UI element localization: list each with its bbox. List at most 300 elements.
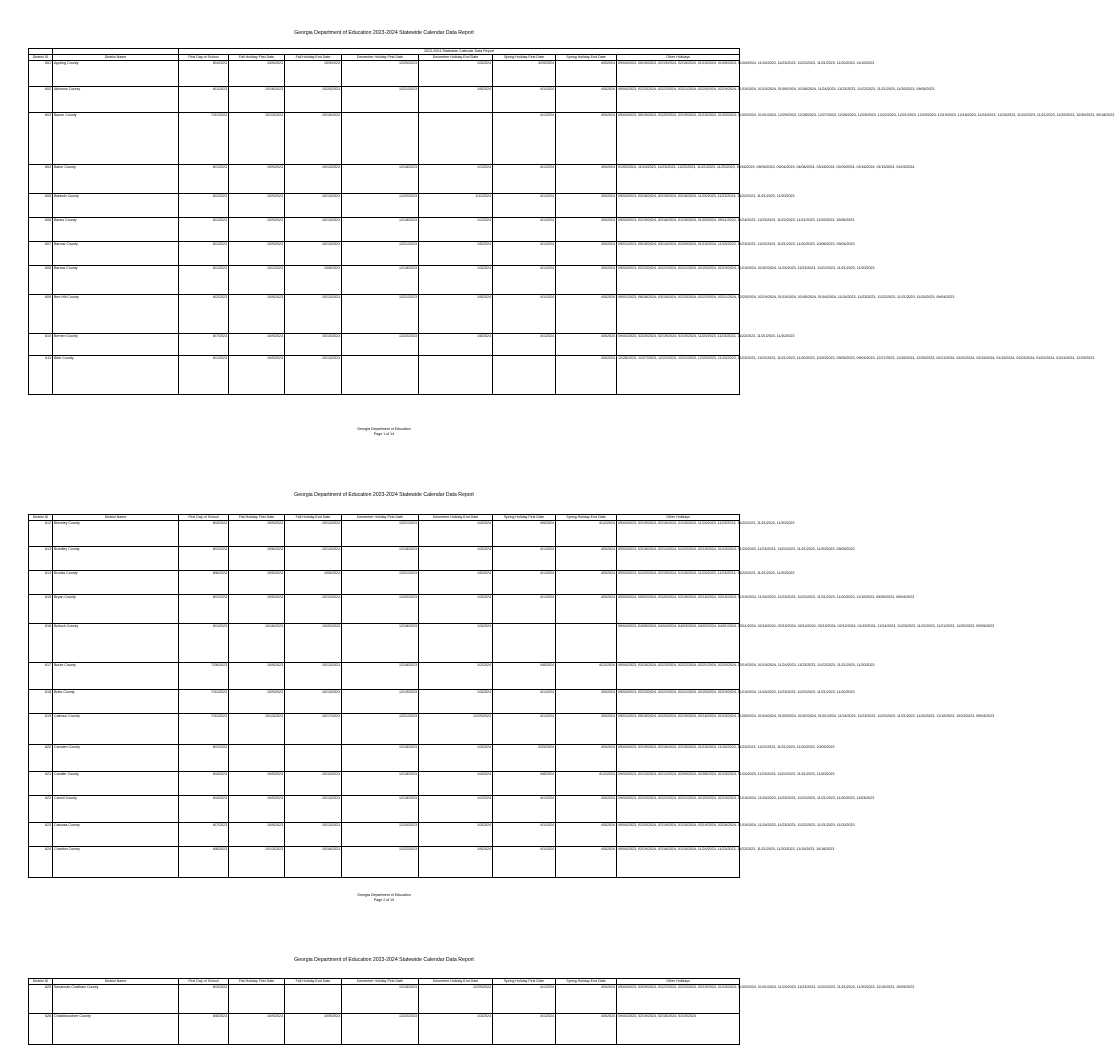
first-day-cell: 8/1/2023 [179,165,229,194]
december-first-cell: 12/22/2023 [342,847,419,878]
table-row [29,61,740,87]
district-name-cell: Berrien County [53,334,179,356]
other-holidays-cell: 09/04/2023, 02/23/2024, 02/22/2024, 02/21/2024, 02/20/2024, 02/19/2024, 01/15/2024, 11/24/2023, 11/23/2023, 11/22/2023, 11/21/2023, 11/20/2023, 11/03/2023 [617,796,740,823]
fall-end-cell: 10/13/2023 [285,165,342,194]
calendar-table-page-3 [28,978,915,1045]
district-name-cell: Brantley County [53,547,179,571]
column-header: December Holiday First Date [342,55,419,61]
spring-end-cell: 4/5/2024 [556,165,617,194]
district-id-cell: 616 [29,624,53,663]
spring-end-cell: 4/5/2024 [556,985,617,1014]
district-name-cell: Bryan County [53,595,179,624]
other-holidays-cell: 05/03/2024, 05/02/2024, 02/20/2024, 02/19/2024, 02/16/2024, 02/15/2024, 01/15/2024, 11/24/2023, 11/23/2023, 11/22/2023, 11/21/2023, 11/20/2023, 11/10/2023, 09/05/2023, 09/04/2023 [617,595,740,624]
fall-end-cell: 10/13/2023 [285,690,342,714]
first-day-cell: 8/3/2023 [179,985,229,1014]
table-row [29,745,740,772]
district-id-cell: 606 [29,218,53,242]
district-name-cell: Bibb County [53,356,179,395]
december-first-cell: 12/20/2023 [342,194,419,218]
december-end-cell: 1/3/2024 [419,745,493,772]
spring-end-cell: 4/5/2024 [556,796,617,823]
other-holidays-cell: 09/04/2023, 02/20/2024, 02/19/2024, 01/15/2024, 11/24/2023, 11/23/2023, 11/22/2023, 11/21/2023, 11/20/2023 [617,571,740,595]
fall-first-cell: 10/9/2023 [229,521,285,547]
column-header: District ID [29,979,53,985]
spring-first-cell: 4/1/2024 [493,334,556,356]
other-holidays-cell: 09/04/2023, 02/19/2024, 02/16/2024, 02/15/2024, 01/15/2024, 11/24/2023, 11/23/2023, 11/22/2023, 11/21/2023, 11/20/2023, 10/09/2023 [617,745,740,772]
footer-org: Georgia Department of Education [357,893,411,897]
district-name-cell: Brooks County [53,571,179,595]
first-day-cell: 7/31/2023 [179,690,229,714]
spring-first-cell: 4/1/2024 [493,1014,556,1045]
table-row [29,218,740,242]
table-row [29,521,740,547]
other-holidays-cell: 09/04/2023, 03/15/2024, 02/23/2024, 02/22/2024, 02/21/2024, 02/20/2024, 02/19/2024, 01/15/2024, 11/24/2023, 11/23/2023, 11/22/2023, 11/21/2023, 11/20/2023 [617,663,740,690]
fall-end-cell: 10/16/2023 [285,847,342,878]
district-id-cell: 623 [29,823,53,847]
december-end-cell: 1/3/2024 [419,266,493,295]
table-row [29,356,740,395]
spring-first-cell: 4/1/2024 [493,547,556,571]
spring-end-cell: 4/5/2024 [556,266,617,295]
district-id-cell: 604 [29,165,53,194]
table-row [29,847,740,878]
december-end-cell: 1/11/2024 [419,194,493,218]
district-id-cell: 603 [29,113,53,165]
district-name-cell: Baker County [53,165,179,194]
december-end-cell: 1/9/2024 [419,847,493,878]
fall-first-cell: 10/9/2023 [229,61,285,87]
table-row [29,1014,740,1045]
district-name-cell: Chattahoochee County [53,1014,179,1045]
other-holidays-cell: 09/04/2023, 05/15/2024, 02/20/2024, 02/19/2024, 01/15/2024, 01/03/2024, 01/02/2024, 01/01/2024, 12/29/2023, 12/28/2023, 12/27/2023, 12/26/2023, 12/25/2023, 12/22/2023, 12/21/2023, 12/20/2023, 12/19/2023, 12/18/2023, 11/24/2023, 11/23/2023, 11/22/2023, 11/21/2023, 11/20/2023, 10/30/2023, 09/18/2023 [617,113,740,165]
district-id-cell: 620 [29,745,53,772]
first-day-cell: 7/31/2023 [179,714,229,745]
fall-end-cell [285,745,342,772]
table-row [29,714,740,745]
calendar-table-page-1 [28,48,1114,395]
spring-first-cell: 4/1/2024 [493,571,556,595]
spring-first-cell: 4/1/2024 [493,194,556,218]
table-row [29,165,740,194]
december-first-cell: 12/21/2023 [342,242,419,266]
column-header: District Name [53,515,179,521]
december-first-cell: 12/21/2023 [342,571,419,595]
district-name-cell: Candler County [53,772,179,796]
spring-end-cell: 4/5/2024 [556,356,617,395]
december-end-cell: 1/5/2024 [419,295,493,334]
spring-end-cell: 4/5/2024 [556,714,617,745]
page-footer-2 [0,893,768,902]
fall-end-cell: 10/10/2023 [285,334,342,356]
column-header: District Name [53,55,179,61]
first-day-cell: 8/4/2023 [179,796,229,823]
december-end-cell: 1/8/2024 [419,334,493,356]
december-end-cell: 1/3/2024 [419,547,493,571]
other-holidays-cell: 09/01/2023, 05/15/2024, 03/14/2024, 02/09/2024, 01/15/2024, 11/24/2023, 11/23/2023, 11/22/2023, 11/21/2023, 11/20/2023, 10/06/2023, 09/04/2023 [617,242,740,266]
first-day-cell: 8/8/2023 [179,1014,229,1045]
fall-first-cell: 10/9/2023 [229,334,285,356]
district-name-cell: Catoosa County [53,823,179,847]
table-banner: 2023-2024 Statewide Calendar Data Report [179,49,740,55]
december-end-cell: 1/3/2024 [419,1014,493,1045]
district-name-cell: Barrow County [53,242,179,266]
other-holidays-cell: 09/04/2023, 02/19/2024, 02/16/2024, 01/15/2024, 01/03/2024, 09/11/2024, 11/24/2023, 11/23/2023, 11/22/2023, 11/21/2023, 11/20/2023, 10/06/2023 [617,218,740,242]
other-holidays-cell: 09/04/2023, 03/18/2024, 02/12/2024, 02/20/2024, 02/19/2024, 01/15/2024, 11/24/2023, 11/23/2023, 11/22/2023, 11/21/2023, 11/20/2023, 09/05/2023 [617,547,740,571]
fall-end-cell: 10/13/2023 [285,356,342,395]
other-holidays-cell: 09/04/2023, 02/23/2024, 02/22/2024, 02/21/2024, 02/20/2024, 02/19/2024, 01/15/2024, 01/02/2024, 11/24/2023, 11/23/2023, 11/22/2023, 11/21/2023, 11/20/2023 [617,266,740,295]
december-end-cell: 12/29/2023 [419,714,493,745]
table-row [29,772,740,796]
spring-end-cell: 4/12/2024 [556,772,617,796]
spring-first-cell: 4/1/2024 [493,847,556,878]
district-name-cell: Bartow County [53,266,179,295]
december-end-cell: 1/2/2024 [419,218,493,242]
column-header: First Day of School [179,515,229,521]
fall-end-cell: 10/6/2023 [285,571,342,595]
december-first-cell [342,356,419,395]
spring-end-cell: 4/12/2024 [556,521,617,547]
column-header: Other Holidays [617,55,740,61]
spring-first-cell: 4/1/2024 [493,985,556,1014]
fall-end-cell: 10/10/2023 [285,595,342,624]
december-end-cell: 1/1/2024 [419,165,493,194]
fall-first-cell: 10/5/2023 [229,571,285,595]
other-holidays-cell: 09/04/2023, 02/23/2024, 02/22/2024, 02/21/2024, 02/20/2024, 02/19/2024, 01/15/2024, 11/24/2023, 11/23/2023, 11/22/2023, 11/21/2023, 11/20/2023 [617,690,740,714]
spring-end-cell: 4/5/2024 [556,61,617,87]
report-title: Georgia Department of Education 2023-2024 Statewide Calendar Data Report [294,492,474,498]
table-row [29,663,740,690]
fall-first-cell: 10/9/2023 [229,295,285,334]
december-first-cell: 12/18/2023 [342,547,419,571]
fall-end-cell: 10/6/2023 [285,266,342,295]
first-day-cell: 8/8/2023 [179,571,229,595]
december-end-cell: 1/4/2024 [419,521,493,547]
fall-end-cell: 10/13/2023 [285,242,342,266]
fall-first-cell: 10/2/2023 [229,266,285,295]
fall-end-cell: 10/13/2023 [285,521,342,547]
first-day-cell: 8/1/2023 [179,87,229,113]
december-end-cell: 1/3/2024 [419,61,493,87]
column-header: Spring Holiday First Date [493,55,556,61]
fall-first-cell: 10/9/2023 [229,242,285,266]
fall-first-cell: 10/16/2023 [229,624,285,663]
spring-first-cell: 4/1/2024 [493,218,556,242]
december-end-cell: 1/4/2024 [419,772,493,796]
district-id-cell: 609 [29,295,53,334]
other-holidays-cell: 09/01/2023, 05/15/2024, 02/20/2024, 02/19/2024, 02/16/2024, 01/15/2024, 01/05/2024, 01/04/2024, 01/03/2024, 01/02/2024, 01/01/2024, 11/24/2023, 11/23/2023, 11/22/2023, 11/21/2023, 11/20/2023, 11/10/2023, 10/23/2023, 09/04/2023 [617,714,740,745]
december-first-cell: 12/20/2023 [342,1014,419,1045]
district-name-cell: Calhoun County [53,714,179,745]
other-holidays-cell: 09/04/2023, 02/19/2024, 02/16/2024, 01/15/2024, 11/24/2023, 11/23/2023, 11/22/2023, 11/21/2023, 11/20/2023 [617,521,740,547]
table-row [29,113,740,165]
fall-first-cell: 10/6/2023 [229,547,285,571]
district-name-cell: Banks County [53,218,179,242]
other-holidays-cell: 09/04/2023, 02/19/2024, 02/16/2024, 01/15/2024, 11/24/2023, 11/23/2023, 11/22/2023, 11/21/2023, 11/20/2023, 11/10/2023, 10/16/2023 [617,847,740,878]
december-first-cell: 12/20/2023 [342,823,419,847]
fall-first-cell: 10/9/2023 [229,218,285,242]
district-name-cell: Butts County [53,690,179,714]
december-end-cell: 1/3/2024 [419,690,493,714]
district-id-cell: 605 [29,194,53,218]
column-header: Spring Holiday End Date [556,515,617,521]
december-first-cell: 12/18/2023 [342,745,419,772]
first-day-cell: 7/31/2023 [179,113,229,165]
spring-end-cell: 4/5/2024 [556,595,617,624]
other-holidays-cell: 09/04/2023, 02/19/2024, 02/16/2024, 01/15/2024 [617,1014,740,1045]
other-holidays-cell: 12/28/2023, 12/27/2023, 12/22/2023, 12/21/2023, 12/20/2023, 11/24/2023, 11/23/2023, 11/22/2023, 11/21/2023, 11/20/2023, 10/20/2023, 09/05/2023, 09/04/2023, 12/27/2023, 12/26/2023, 12/25/2023, 02/21/2024, 02/20/2024, 02/19/2024, 01/15/2024, 01/03/2024, 01/02/2024, 01/01/2024, 12/29/2023 [617,356,740,395]
fall-first-cell [229,985,285,1014]
spring-end-cell: 4/5/2024 [556,334,617,356]
fall-end-cell: 10/10/2023 [285,772,342,796]
footer-org: Georgia Department of Education [357,427,411,431]
spring-first-cell: 4/1/2024 [493,714,556,745]
table-row [29,690,740,714]
column-header: First Day of School [179,55,229,61]
december-first-cell: 12/20/2023 [342,334,419,356]
spring-first-cell: 4/1/2024 [493,113,556,165]
spring-end-cell: 4/5/2024 [556,218,617,242]
first-day-cell: 8/1/2023 [179,242,229,266]
first-day-cell: 8/1/2023 [179,218,229,242]
first-day-cell: 8/7/2023 [179,823,229,847]
spring-end-cell: 4/5/2024 [556,194,617,218]
first-day-cell: 8/1/2023 [179,356,229,395]
spring-first-cell: 4/8/2024 [493,663,556,690]
fall-end-cell: 10/17/2023 [285,714,342,745]
district-id-cell: 613 [29,547,53,571]
fall-end-cell: 10/9/2023 [285,61,342,87]
column-header: Fall Holiday End Date [285,979,342,985]
spring-first-cell: 4/1/2024 [493,87,556,113]
fall-end-cell: 10/13/2023 [285,663,342,690]
column-header: First Day of School [179,979,229,985]
table-row [29,595,740,624]
december-end-cell [419,113,493,165]
table-row [29,823,740,847]
district-id-cell: 611 [29,356,53,395]
spring-first-cell: 3/29/2024 [493,745,556,772]
district-id-cell: 602 [29,87,53,113]
column-header: Other Holidays [617,979,740,985]
fall-end-cell [285,985,342,1014]
december-end-cell: 1/2/2024 [419,663,493,690]
column-header: Spring Holiday First Date [493,515,556,521]
column-header: Other Holidays [617,515,740,521]
first-day-cell: 8/2/2023 [179,745,229,772]
district-name-cell: Camden County [53,745,179,772]
fall-first-cell: 10/9/2023 [229,165,285,194]
spring-end-cell: 4/5/2024 [556,242,617,266]
spring-first-cell [493,356,556,395]
spring-end-cell: 4/5/2024 [556,113,617,165]
fall-first-cell: 10/9/2023 [229,690,285,714]
district-id-cell: 624 [29,847,53,878]
december-first-cell: 12/18/2023 [342,663,419,690]
page-footer-1 [0,427,768,436]
december-end-cell: 1/3/2024 [419,823,493,847]
fall-end-cell: 10/20/2023 [285,624,342,663]
column-header: District ID [29,515,53,521]
table-row [29,266,740,295]
first-day-cell: 8/1/2023 [179,624,229,663]
spring-end-cell: 4/5/2024 [556,571,617,595]
district-name-cell: Bleckley County [53,521,179,547]
table-row [29,334,740,356]
first-day-cell: 8/4/2023 [179,772,229,796]
calendar-table-page-2 [28,514,995,878]
first-day-cell: 8/8/2023 [179,847,229,878]
column-header: December Holiday First Date [342,979,419,985]
spring-end-cell: 4/5/2024 [556,690,617,714]
first-day-cell: 8/2/2023 [179,295,229,334]
footer-page-number: Page 1 of 14 [373,431,395,436]
december-first-cell: 12/18/2023 [342,624,419,663]
column-header: Spring Holiday End Date [556,979,617,985]
district-name-cell: Bacon County [53,113,179,165]
december-end-cell: 1/2/2024 [419,796,493,823]
fall-end-cell: 10/16/2023 [285,113,342,165]
december-end-cell [419,356,493,395]
spring-first-cell: 4/1/2024 [493,595,556,624]
spring-first-cell [493,624,556,663]
column-header: December Holiday End Date [419,55,493,61]
spring-first-cell: 4/1/2024 [493,242,556,266]
spring-first-cell: 4/1/2024 [493,690,556,714]
first-day-cell: 8/1/2023 [179,266,229,295]
other-holidays-cell: 09/04/2023, 02/20/2024, 02/19/2024, 01/15/2024, 02/19/2024, 02/16/2024, 01/15/2024, 11/24/2023, 11/23/2023, 11/22/2023, 11/21/2023, 11/20/2023 [617,823,740,847]
district-name-cell: Baldwin County [53,194,179,218]
table-row [29,624,740,663]
fall-first-cell: 10/9/2023 [229,356,285,395]
district-id-cell: 607 [29,242,53,266]
spring-end-cell: 4/5/2024 [556,87,617,113]
district-id-cell: 617 [29,663,53,690]
other-holidays-cell: 01/02/2024, 11/24/2023, 11/23/2023, 11/22/2023, 11/21/2023, 11/20/2023, 10/16/2023, 09/05/2023, 09/04/2023, 04/08/2024, 03/18/2024, 02/09/2024, 02/16/2024, 01/15/2024, 01/03/2024 [617,165,740,194]
district-id-cell: 619 [29,714,53,745]
first-day-cell: 8/2/2023 [179,194,229,218]
fall-first-cell: 10/9/2023 [229,194,285,218]
district-id-cell: 626 [29,1014,53,1045]
december-first-cell: 12/19/2023 [342,690,419,714]
spring-first-cell: 4/8/2024 [493,772,556,796]
table-row [29,571,740,595]
district-name-cell: Appling County [53,61,179,87]
december-end-cell: 1/5/2024 [419,571,493,595]
spring-first-cell: 4/1/2024 [493,796,556,823]
first-day-cell: 8/4/2023 [179,521,229,547]
other-holidays-cell: 09/04/2023, 03/18/2024, 02/19/2024, 02/16/2024, 11/24/2023, 11/23/2023, 11/22/2023, 11/21/2023, 11/20/2023 [617,194,740,218]
spring-first-cell: 4/5/2024 [493,521,556,547]
column-header: District Name [53,979,179,985]
district-id-cell: 621 [29,772,53,796]
fall-first-cell: 10/9/2023 [229,663,285,690]
column-header: Fall Holiday First Date [229,55,285,61]
spring-first-cell: 4/1/2024 [493,165,556,194]
district-name-cell: Bulloch County [53,624,179,663]
fall-end-cell: 10/13/2023 [285,823,342,847]
other-holidays-cell: 09/04/2023, 04/05/2024, 04/04/2024, 04/03/2024, 04/02/2024, 04/01/2024, 03/11/2024, 02/16/2024, 02/15/2024, 02/14/2024, 02/13/2024, 02/12/2024, 01/15/2024, 11/24/2023, 11/23/2023, 11/22/2023, 11/21/2023, 11/20/2023, 09/05/2023 [617,624,740,663]
column-header: District ID [29,55,53,61]
column-header: Fall Holiday End Date [285,55,342,61]
spring-end-cell: 4/5/2024 [556,745,617,772]
december-first-cell: 12/21/2023 [342,521,419,547]
other-holidays-cell: 09/04/2023, 05/15/2024, 02/19/2024, 02/16/2024, 01/15/2024, 01/05/2024, 01/04/2024, 11/24/2023, 11/23/2023, 11/22/2023, 11/21/2023, 11/20/2023, 11/10/2023 [617,61,740,87]
column-header: Spring Holiday First Date [493,979,556,985]
district-id-cell: 612 [29,521,53,547]
fall-end-cell: 10/9/2023 [285,1014,342,1045]
december-first-cell: 12/21/2023 [342,295,419,334]
other-holidays-cell: 09/04/2023, 03/29/2024, 02/22/2024, 02/23/2024, 02/19/2024, 01/15/2024, 01/02/2024, 01/01/2024, 11/24/2023, 11/23/2023, 11/22/2023, 11/21/2023, 11/20/2023, 11/10/2023, 10/09/2023 [617,985,740,1014]
column-header: Spring Holiday End Date [556,55,617,61]
december-first-cell: 12/18/2023 [342,796,419,823]
spring-end-cell: 4/5/2024 [556,1014,617,1045]
december-first-cell: 12/21/2023 [342,87,419,113]
district-id-cell: 608 [29,266,53,295]
district-name-cell: Carroll County [53,796,179,823]
table-row [29,547,740,571]
column-header: Fall Holiday First Date [229,515,285,521]
first-day-cell: 8/2/2023 [179,547,229,571]
december-end-cell: 1/3/2024 [419,595,493,624]
spring-end-cell: 4/5/2024 [556,295,617,334]
district-id-cell: 610 [29,334,53,356]
other-holidays-cell: 09/01/2023, 08/28/2024, 03/15/2024, 02/23/2024, 02/22/2024, 02/21/2024, 02/20/2024, 02/19/2024, 01/15/2024, 01/05/2024, 01/04/2024, 11/24/2023, 11/23/2023, 11/22/2023, 11/21/2023, 11/20/2023, 09/04/2023 [617,295,740,334]
fall-end-cell: 10/13/2023 [285,194,342,218]
fall-first-cell: 10/9/2023 [229,823,285,847]
district-name-cell: Savannah-Chatham County [53,985,179,1014]
spring-first-cell: 4/1/2024 [493,823,556,847]
december-end-cell: 1/3/2024 [419,624,493,663]
december-first-cell [342,113,419,165]
district-name-cell: Ben Hill County [53,295,179,334]
district-id-cell: 601 [29,61,53,87]
district-name-cell: Charlton County [53,847,179,878]
report-title: Georgia Department of Education 2023-2024 Statewide Calendar Data Report [294,30,474,36]
footer-page-number: Page 2 of 19 [373,897,395,902]
fall-first-cell: 10/16/2023 [229,87,285,113]
table-row [29,796,740,823]
december-first-cell: 12/18/2023 [342,772,419,796]
fall-first-cell: 10/9/2023 [229,1014,285,1045]
december-first-cell: 12/18/2023 [342,985,419,1014]
district-id-cell: 614 [29,571,53,595]
fall-end-cell: 10/13/2023 [285,295,342,334]
spring-end-cell: 4/12/2024 [556,663,617,690]
district-id-cell: 615 [29,595,53,624]
fall-first-cell: 10/9/2023 [229,772,285,796]
spring-end-cell [556,624,617,663]
column-header: December Holiday End Date [419,515,493,521]
december-end-cell: 12/29/2023 [419,985,493,1014]
spring-end-cell: 4/5/2024 [556,547,617,571]
first-day-cell: 8/7/2023 [179,334,229,356]
table-row [29,985,740,1014]
column-header: December Holiday End Date [419,979,493,985]
december-first-cell: 12/18/2023 [342,218,419,242]
district-id-cell: 625 [29,985,53,1014]
first-day-cell: 7/26/2023 [179,663,229,690]
column-header: December Holiday First Date [342,515,419,521]
fall-end-cell: 10/13/2023 [285,547,342,571]
other-holidays-cell: 09/04/2023, 02/23/2024, 02/22/2024, 02/21/2024, 02/20/2024, 02/19/2024, 01/15/2024, 01/10/2024, 01/09/2024, 01/08/2024, 11/24/2023, 11/23/2023, 11/22/2023, 11/21/2023, 11/20/2023, 09/05/2023 [617,87,740,113]
fall-end-cell: 10/20/2023 [285,87,342,113]
fall-first-cell: 10/13/2023 [229,714,285,745]
fall-end-cell: 10/13/2023 [285,218,342,242]
fall-end-cell: 10/13/2023 [285,796,342,823]
district-id-cell: 622 [29,796,53,823]
first-day-cell: 8/4/2023 [179,61,229,87]
december-end-cell: 1/5/2024 [419,242,493,266]
